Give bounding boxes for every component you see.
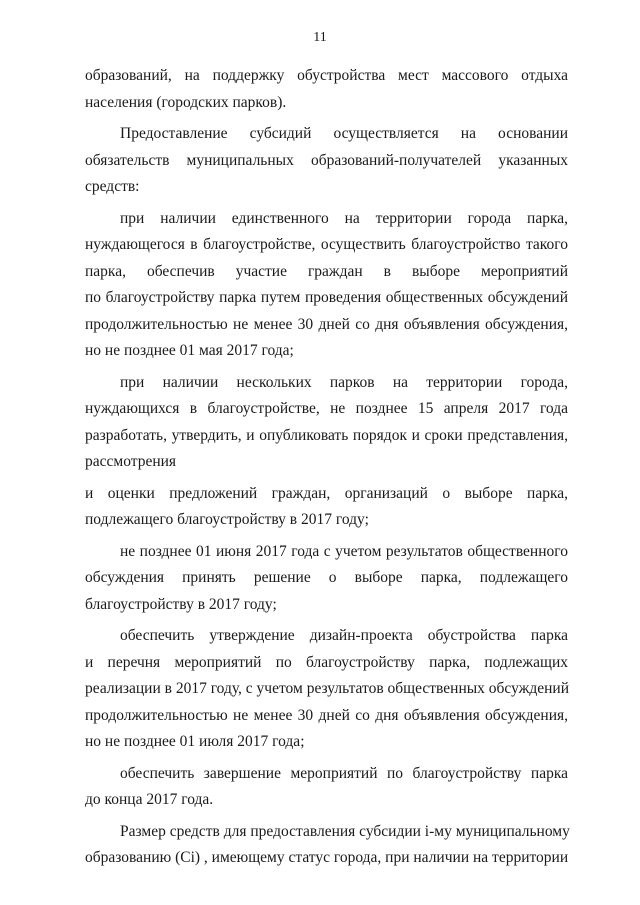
paragraph (85, 761, 568, 814)
text-line: Размер средств для предоставления субсидии i-му муниципальному (120, 822, 570, 840)
paragraph (85, 206, 568, 365)
text-line: не позднее 01 июня 2017 года с учетом результатов общественного (120, 542, 568, 560)
text-line: до конца 2017 года. (85, 791, 214, 808)
text-line: Предоставление субсидий осуществляется на основании (120, 125, 568, 142)
page-number: 11 (313, 30, 327, 45)
text-line: продолжительностью не менее 30 дней со дня объявления обсуждения, (85, 315, 568, 333)
document-body (85, 63, 568, 872)
text-line: обеспечить завершение мероприятий по благоустройству парка (120, 764, 568, 782)
paragraph (85, 481, 568, 534)
paragraph (85, 819, 568, 872)
paragraph (85, 370, 568, 476)
text-line: при наличии единственного на территории города парка, (120, 209, 568, 227)
text-line: населения (городских парков). (85, 93, 287, 111)
paragraph (85, 63, 568, 116)
paragraph (85, 121, 568, 201)
text-line: но не позднее 01 мая 2017 года; (85, 342, 294, 359)
text-line: разработать, утвердить, и опубликовать порядок и сроки представления, (85, 426, 568, 444)
text-line: нуждающихся в благоустройстве, не позднее 15 апреля 2017 года (85, 400, 568, 417)
text-line: по благоустройству парка путем проведения общественных обсуждений (85, 289, 568, 306)
text-line: образований, на поддержку обустройства мест массового отдыха (85, 67, 568, 84)
text-line: и перечня мероприятий по благоустройству парка, подлежащих (85, 653, 568, 671)
text-line: рассмотрения (85, 453, 177, 470)
paragraph (85, 539, 568, 619)
text-line: образованию (Сi) , имеющему статус города, при наличии на территории (85, 849, 569, 866)
text-line: при наличии нескольких парков на территории города, (120, 373, 568, 391)
text-line: реализации в 2017 году, с учетом результатов общественных обсуждений (85, 680, 569, 697)
text-line: продолжительностью не менее 30 дней со дня объявления обсуждения, (85, 706, 568, 724)
paragraph (85, 623, 568, 756)
text-line: но не позднее 01 июля 2017 года; (85, 733, 305, 750)
text-line: обязательств муниципальных образований-получателей указанных (85, 151, 568, 169)
text-line: средств: (85, 178, 140, 195)
text-line: парка, обеспечив участие граждан в выборе мероприятий (85, 262, 568, 280)
text-line: благоустройству в 2017 году; (85, 595, 277, 613)
text-line: обеспечить утверждение дизайн-проекта обустройства парка (120, 627, 568, 644)
text-line: подлежащего благоустройству в 2017 году; (85, 511, 369, 528)
text-line: нуждающегося в благоустройстве, осуществить благоустройство такого (85, 236, 568, 253)
text-line: и оценки предложений граждан, организаций о выборе парка, (85, 484, 568, 502)
text-line: обсуждения принять решение о выборе парка, подлежащего (85, 569, 568, 586)
